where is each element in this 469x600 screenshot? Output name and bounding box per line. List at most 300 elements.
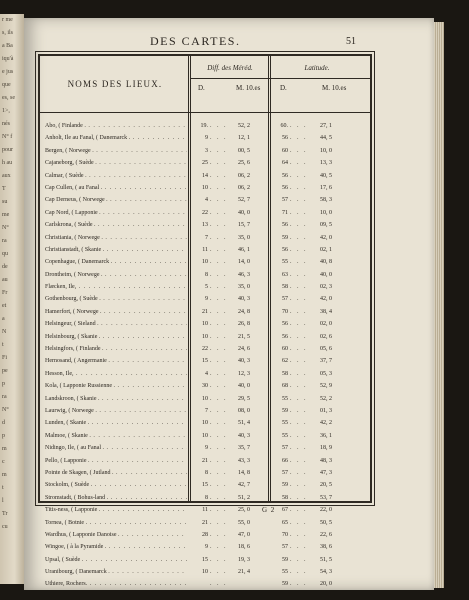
dot-leader: . . .: [290, 457, 308, 464]
dot-leader: . . .: [210, 246, 228, 253]
table-row: [40, 517, 370, 529]
place-name: Stromstadt, ( Bohus-land . . . .: [45, 492, 187, 504]
longitude-minutes: 06, 2: [238, 184, 250, 191]
latitude-degrees: 56: [282, 135, 288, 142]
latitude-minutes: 48, 3: [320, 457, 332, 464]
dot-leader: . . .: [210, 531, 228, 538]
place-name: Cap Derneus, ( Norwege . . . .: [45, 194, 187, 206]
latitude-degrees: 71: [282, 209, 288, 216]
place-name: Stockolm, ( Suède . . . .: [45, 479, 187, 491]
latitude-minutes: 52, 9: [320, 383, 332, 390]
longitude-minutes: 25, 6: [238, 160, 250, 167]
place-name: Bergen, ( Norwege . . . .: [45, 145, 187, 157]
longitude-degrees: 11: [202, 246, 208, 253]
dot-leader: . . .: [210, 346, 228, 353]
latitude-minutes: 02, 3: [320, 284, 332, 291]
dot-leader: . . .: [290, 581, 308, 588]
dot-leader: . . .: [290, 308, 308, 315]
longitude-degrees: 9: [205, 296, 208, 303]
table-row: [40, 455, 370, 467]
dot-leader: . . .: [290, 370, 308, 377]
dot-leader: . . .: [290, 519, 308, 526]
longitude-minutes: 51, 4: [238, 420, 250, 427]
dot-leader: . . .: [210, 222, 228, 229]
place-name: Helsinbourg, ( Skanie . . . .: [45, 331, 187, 343]
dot-leader: . . .: [210, 370, 228, 377]
dot-leader: . . .: [290, 321, 308, 328]
dot-leader: . . .: [210, 383, 228, 390]
table-row: [40, 417, 370, 429]
dot-leader: . . .: [290, 507, 308, 514]
dot-leader: . . .: [290, 222, 308, 229]
latitude-degrees: 60: [282, 147, 288, 154]
longitude-minutes: 00, 5: [238, 147, 250, 154]
place-name: Cap Cullen, ( au Fanal . . . .: [45, 182, 187, 194]
latitude-minutes: 02, 0: [320, 321, 332, 328]
dot-leader: . . .: [210, 284, 228, 291]
dot-leader: . . .: [290, 432, 308, 439]
longitude-minutes: 21, 4: [238, 569, 250, 576]
dot-leader: . . .: [290, 259, 308, 266]
longitude-minutes: 08, 0: [238, 407, 250, 414]
table-row: [40, 355, 370, 367]
latitude-minutes: 47, 3: [320, 469, 332, 476]
latitude-degrees: 68: [282, 383, 288, 390]
place-name: Lunden, ( Skanie . . . .: [45, 417, 187, 429]
place-name: Hesson, Ile, . . .: [45, 368, 187, 380]
latitude-minutes: 17, 6: [320, 184, 332, 191]
longitude-minutes: 24, 6: [238, 346, 250, 353]
latitude-degrees: 63: [282, 271, 288, 278]
longitude-degrees: 21: [202, 519, 208, 526]
latitude-degrees: 59: [282, 407, 288, 414]
longitude-degrees: 14: [202, 172, 208, 179]
dot-leader: . . .: [290, 284, 308, 291]
latitude-degrees: 56: [282, 184, 288, 191]
longitude-minutes: 55, 0: [238, 519, 250, 526]
latitude-minutes: 38, 6: [320, 544, 332, 551]
longitude-minutes: 14, 8: [238, 469, 250, 476]
dot-leader: . . .: [210, 457, 228, 464]
longitude-degrees: 10: [202, 184, 208, 191]
place-name: Malmoe, ( Skanie . . . .: [45, 430, 187, 442]
table-row: [40, 120, 370, 132]
latitude-degrees: 57: [282, 544, 288, 551]
place-name: Wardhus, ( Lapponie Danoise . . . .: [45, 529, 187, 541]
latitude-minutes: 42, 0: [320, 296, 332, 303]
place-name: Helsingeur, ( Sieland . . . .: [45, 318, 187, 330]
table-row: [40, 182, 370, 194]
longitude-degrees: 8: [205, 271, 208, 278]
latitude-degrees: 57: [282, 197, 288, 204]
longitude-minutes: 25, 0: [238, 507, 250, 514]
dot-leader: . . .: [210, 296, 228, 303]
table-header: [40, 56, 370, 113]
latitude-minutes: 05, 6: [320, 346, 332, 353]
longitude-degrees: 5: [205, 284, 208, 291]
dot-leader: . . .: [210, 321, 228, 328]
place-name: Pointe de Skagen, ( Jutland . . . .: [45, 467, 187, 479]
latitude-degrees: 59: [282, 581, 288, 588]
dot-leader: . . .: [290, 209, 308, 216]
place-name: Kola, ( Lapponie Russienne . . . .: [45, 380, 187, 392]
latitude-minutes: 02, 6: [320, 333, 332, 340]
latitude-degrees: 57: [282, 469, 288, 476]
dot-leader: . . .: [290, 135, 308, 142]
latitude-degrees: 56: [282, 172, 288, 179]
latitude-minutes: 09, 5: [320, 222, 332, 229]
place-name: Abo, ( Finlande . . . .: [45, 120, 187, 132]
table-row: [40, 331, 370, 343]
latitude-degrees: 56: [282, 246, 288, 253]
latitude-minutes: 50, 5: [320, 519, 332, 526]
dot-leader: . . .: [290, 482, 308, 489]
dot-leader: . . .: [210, 420, 228, 427]
longitude-degrees: 13: [202, 222, 208, 229]
latitude-minutes: 05, 3: [320, 370, 332, 377]
place-name: Hamerfort, ( Norwege . . . .: [45, 306, 187, 318]
longitude-degrees: 21: [202, 457, 208, 464]
table-row: [40, 393, 370, 405]
dot-leader: . . .: [210, 395, 228, 402]
longitude-degrees: 9: [205, 135, 208, 142]
dot-leader: . . .: [210, 407, 228, 414]
longitude-minutes: 35, 0: [238, 284, 250, 291]
latitude-minutes: 10, 0: [320, 147, 332, 154]
dot-leader: . . .: [290, 346, 308, 353]
latitude-minutes: 52, 2: [320, 395, 332, 402]
latitude-minutes: 38, 4: [320, 308, 332, 315]
dot-leader: . . .: [290, 160, 308, 167]
dot-leader: . . .: [210, 197, 228, 204]
latitude-degrees: 59: [282, 482, 288, 489]
dot-leader: . . .: [210, 234, 228, 241]
latitude-degrees: 58: [282, 494, 288, 501]
longitude-degrees: 30: [202, 383, 208, 390]
longitude-minutes: 51, 2: [238, 494, 250, 501]
dot-leader: . . .: [210, 469, 228, 476]
longitude-minutes: 15, 7: [238, 222, 250, 229]
dot-leader: . . .: [210, 333, 228, 340]
latitude-degrees: 55: [282, 259, 288, 266]
longitude-degrees: 10: [202, 420, 208, 427]
dot-leader: . . .: [290, 544, 308, 551]
table-row: [40, 380, 370, 392]
longitude-minutes: 26, 8: [238, 321, 250, 328]
dot-leader: . . .: [290, 395, 308, 402]
longitude-minutes: 29, 5: [238, 395, 250, 402]
table-row: [40, 219, 370, 231]
place-name: Uranibourg, ( Danemarck . . . .: [45, 566, 187, 578]
table-row: [40, 306, 370, 318]
longitude-degrees: 9: [205, 544, 208, 551]
longitude-degrees: 15: [202, 482, 208, 489]
table-row: [40, 157, 370, 169]
place-name: Gothenbourg, ( Suède . . . .: [45, 293, 187, 305]
place-name: Nidingo, Ile, ( au Fanal . . . .: [45, 442, 187, 454]
dot-leader: . . .: [210, 358, 228, 365]
latitude-degrees: 58: [282, 370, 288, 377]
longitude-minutes: 35, 0: [238, 234, 250, 241]
longitude-degrees: 10: [202, 333, 208, 340]
places-column-header: NOMS DES LIEUX.: [67, 79, 163, 89]
latitude-minutes: 42, 0: [320, 234, 332, 241]
latitude-degrees: 57: [282, 296, 288, 303]
dot-leader: . . .: [290, 469, 308, 476]
longitude-minutes: 42, 7: [238, 482, 250, 489]
latitude-minutes: 51, 5: [320, 556, 332, 563]
place-name: Wingoe, ( à la Pyramide . . . .: [45, 541, 187, 553]
longitude-group-header: Diff. des Méréd.: [207, 64, 253, 72]
dot-leader: . . .: [290, 234, 308, 241]
latitude-minutes: 27, 1: [320, 123, 332, 129]
longitude-degrees: 4: [205, 370, 208, 377]
dot-leader: . . .: [290, 296, 308, 303]
dot-leader: . . .: [210, 581, 228, 588]
latitude-minutes: 20, 0: [320, 581, 332, 588]
longitude-minutes: 06, 2: [238, 172, 250, 179]
place-name: Titis-ness, ( Lapponie . . . .: [45, 504, 187, 516]
dot-leader: . . .: [290, 556, 308, 563]
latitude-degrees: 64: [282, 160, 288, 167]
table-row: [40, 479, 370, 491]
longitude-minutes: 40, 0: [238, 209, 250, 216]
longitude-degrees: 10: [202, 321, 208, 328]
latitude-degrees: 66: [282, 457, 288, 464]
header-rule: [190, 78, 270, 79]
table-row: [40, 442, 370, 454]
table-row: [40, 207, 370, 219]
dot-leader: . . .: [210, 445, 228, 452]
table-row: [40, 541, 370, 553]
place-name: Cap Nord, ( Lapponie . . . .: [45, 207, 187, 219]
longitude-minutes: 46, 3: [238, 271, 250, 278]
place-name: Anholt, Ile au Fanal, ( Danemarck . . . .: [45, 132, 187, 144]
dot-leader: . . .: [210, 507, 228, 514]
latitude-degrees: 60: [282, 346, 288, 353]
latitude-degrees: 67: [282, 507, 288, 514]
latitude-degrees: 55: [282, 432, 288, 439]
place-name: Uthiere, Rochers. . . .: [45, 578, 187, 590]
latitude-minutes: 13, 3: [320, 160, 332, 167]
table-row: [40, 430, 370, 442]
longitude-minutes: 19, 3: [238, 556, 250, 563]
table-row: [40, 170, 370, 182]
dot-leader: . . .: [290, 445, 308, 452]
latitude-minutes: 36, 1: [320, 432, 332, 439]
latitude-degrees: 62: [282, 358, 288, 365]
longitude-minutes: 21, 5: [238, 333, 250, 340]
latitude-minutes: 40, 5: [320, 172, 332, 179]
table-row: [40, 504, 370, 516]
dot-leader: . . .: [210, 569, 228, 576]
latitude-degrees: 58: [282, 284, 288, 291]
latitude-minutes: 22, 0: [320, 507, 332, 514]
longitude-degrees: 28: [202, 531, 208, 538]
table-row: [40, 492, 370, 504]
latitude-minutes: 40, 8: [320, 259, 332, 266]
longitude-degrees: 8: [205, 469, 208, 476]
dot-leader: . . .: [290, 420, 308, 427]
dot-leader: . . .: [290, 147, 308, 154]
table-row: [40, 293, 370, 305]
longitude-minutes: 12, 1: [238, 135, 250, 142]
latitude-degrees: 55: [282, 420, 288, 427]
latitude-minutes: 20, 5: [320, 482, 332, 489]
table-row: [40, 368, 370, 380]
latitude-minutes: 58, 3: [320, 197, 332, 204]
dot-leader: . . .: [210, 556, 228, 563]
latitude-degrees: 56: [282, 321, 288, 328]
longitude-minutes: 40, 0: [238, 383, 250, 390]
dot-leader: . . .: [290, 197, 308, 204]
longitude-minutes: 18, 6: [238, 544, 250, 551]
latitude-minutes: 42, 2: [320, 420, 332, 427]
latitude-minutes: 10, 0: [320, 209, 332, 216]
table-row: [40, 467, 370, 479]
place-name: Pello, ( Lapponie . . . .: [45, 455, 187, 467]
place-name: Drontheim, ( Norwege . . . .: [45, 269, 187, 281]
dot-leader: . . .: [210, 147, 228, 154]
latitude-degrees: 65: [282, 519, 288, 526]
longitude-degrees: 22: [202, 209, 208, 216]
table-row: [40, 145, 370, 157]
dot-leader: . . .: [210, 135, 228, 142]
longitude-degrees: 10: [202, 259, 208, 266]
facing-page-edge: r me s, ils a Ba iqu'à e jus que es, se 1>, nés N° f pour h au aux T su me N° ra qu de au Fr et a N t Fi pe p ra N° d p m c m t l Tr cu: [0, 14, 24, 584]
dot-leader: . . .: [210, 209, 228, 216]
dot-leader: . . .: [290, 333, 308, 340]
longitude-minutes: 52, 7: [238, 197, 250, 204]
longitude-deg-header: D.: [198, 84, 205, 92]
longitude-degrees: 19.: [200, 123, 208, 129]
place-name: Christianstadt, ( Skanie . . . .: [45, 244, 187, 256]
dot-leader: . . .: [210, 432, 228, 439]
dot-leader: . . .: [290, 271, 308, 278]
latitude-group-header: Latitude.: [304, 64, 330, 72]
latitude-degrees: 55: [282, 395, 288, 402]
place-name: Landskroon, ( Skanie . . . .: [45, 393, 187, 405]
place-name: Upsal, ( Suède . . . .: [45, 554, 187, 566]
dot-leader: . . .: [210, 184, 228, 191]
running-title: DES CARTES.: [150, 34, 241, 48]
table-row: [40, 269, 370, 281]
longitude-degrees: 10: [202, 569, 208, 576]
longitude-minutes: 40, 3: [238, 432, 250, 439]
place-name: Hernosand, ( Angermanie . . . .: [45, 355, 187, 367]
longitude-minutes: 24, 8: [238, 308, 250, 315]
longitude-degrees: 10: [202, 432, 208, 439]
table-row: [40, 343, 370, 355]
signature-mark: G 2: [262, 506, 276, 514]
latitude-minutes: 40, 0: [320, 271, 332, 278]
place-name: Carlskrona, ( Suède . . . .: [45, 219, 187, 231]
latitude-deg-header: D.: [280, 84, 287, 92]
table-row: [40, 318, 370, 330]
table-row: [40, 132, 370, 144]
dot-leader: . . .: [290, 569, 308, 576]
longitude-minutes: 43, 3: [238, 457, 250, 464]
latitude-minutes: 44, 5: [320, 135, 332, 142]
latitude-degrees: 70: [282, 531, 288, 538]
longitude-degrees: 10: [202, 395, 208, 402]
place-name: Flæcken, Ile, . . .: [45, 281, 187, 293]
latitude-degrees: 56: [282, 222, 288, 229]
table-row: [40, 256, 370, 268]
place-name: Calmar, ( Suède . . . .: [45, 170, 187, 182]
longitude-degrees: 3: [205, 147, 208, 154]
latitude-degrees: 60.: [280, 123, 288, 129]
dot-leader: . . .: [290, 494, 308, 501]
place-name: Helsingfors, ( Finlande . . . .: [45, 343, 187, 355]
longitude-min-header: M. 10.es: [236, 84, 261, 92]
place-name: Tornea, ( Botnie . . . .: [45, 517, 187, 529]
dot-leader: . . .: [290, 123, 308, 129]
place-name: Cajaneborg, ( Suède . . . .: [45, 157, 187, 169]
longitude-degrees: 21: [202, 308, 208, 315]
dot-leader: . . .: [210, 259, 228, 266]
longitude-minutes: 52, 2: [238, 123, 250, 129]
dot-leader: . . .: [210, 271, 228, 278]
dot-leader: . . .: [290, 246, 308, 253]
page-block-edge: [434, 22, 444, 588]
table-row: [40, 232, 370, 244]
dot-leader: . . .: [290, 184, 308, 191]
dot-leader: . . .: [290, 358, 308, 365]
dot-leader: . . .: [210, 494, 228, 501]
longitude-degrees: 15: [202, 358, 208, 365]
dot-leader: . . .: [210, 519, 228, 526]
latitude-minutes: 37, 7: [320, 358, 332, 365]
page-number: 51: [346, 36, 356, 47]
dot-leader: . . .: [290, 172, 308, 179]
longitude-minutes: 12, 3: [238, 370, 250, 377]
longitude-degrees: 7: [205, 234, 208, 241]
dot-leader: . . .: [210, 482, 228, 489]
latitude-min-header: M. 10.es: [322, 84, 347, 92]
longitude-minutes: 14, 0: [238, 259, 250, 266]
longitude-degrees: 8: [205, 494, 208, 501]
table-row: [40, 554, 370, 566]
longitude-degrees: 4: [205, 197, 208, 204]
place-name: Copenhague, ( Danemarck . . . .: [45, 256, 187, 268]
latitude-degrees: 70: [282, 308, 288, 315]
table-row: [40, 566, 370, 578]
dot-leader: . . .: [210, 308, 228, 315]
latitude-minutes: 01, 3: [320, 407, 332, 414]
longitude-minutes: 40, 3: [238, 296, 250, 303]
longitude-minutes: 46, 1: [238, 246, 250, 253]
longitude-minutes: 40, 3: [238, 358, 250, 365]
dot-leader: . . .: [290, 407, 308, 414]
longitude-minutes: 47, 0: [238, 531, 250, 538]
dot-leader: . . .: [210, 544, 228, 551]
latitude-minutes: 54, 3: [320, 569, 332, 576]
longitude-degrees: 25: [202, 160, 208, 167]
place-name: Christiania, ( Norwege . . . .: [45, 232, 187, 244]
dot-leader: . . .: [210, 172, 228, 179]
longitude-degrees: 15: [202, 556, 208, 563]
longitude-degrees: 7: [205, 407, 208, 414]
table-row: [40, 244, 370, 256]
table-row: [40, 578, 370, 590]
table-row: [40, 529, 370, 541]
latitude-minutes: 53, 7: [320, 494, 332, 501]
latitude-degrees: 59: [282, 556, 288, 563]
latitude-minutes: 18, 9: [320, 445, 332, 452]
dot-leader: . . .: [290, 383, 308, 390]
dot-leader: . . .: [210, 160, 228, 167]
